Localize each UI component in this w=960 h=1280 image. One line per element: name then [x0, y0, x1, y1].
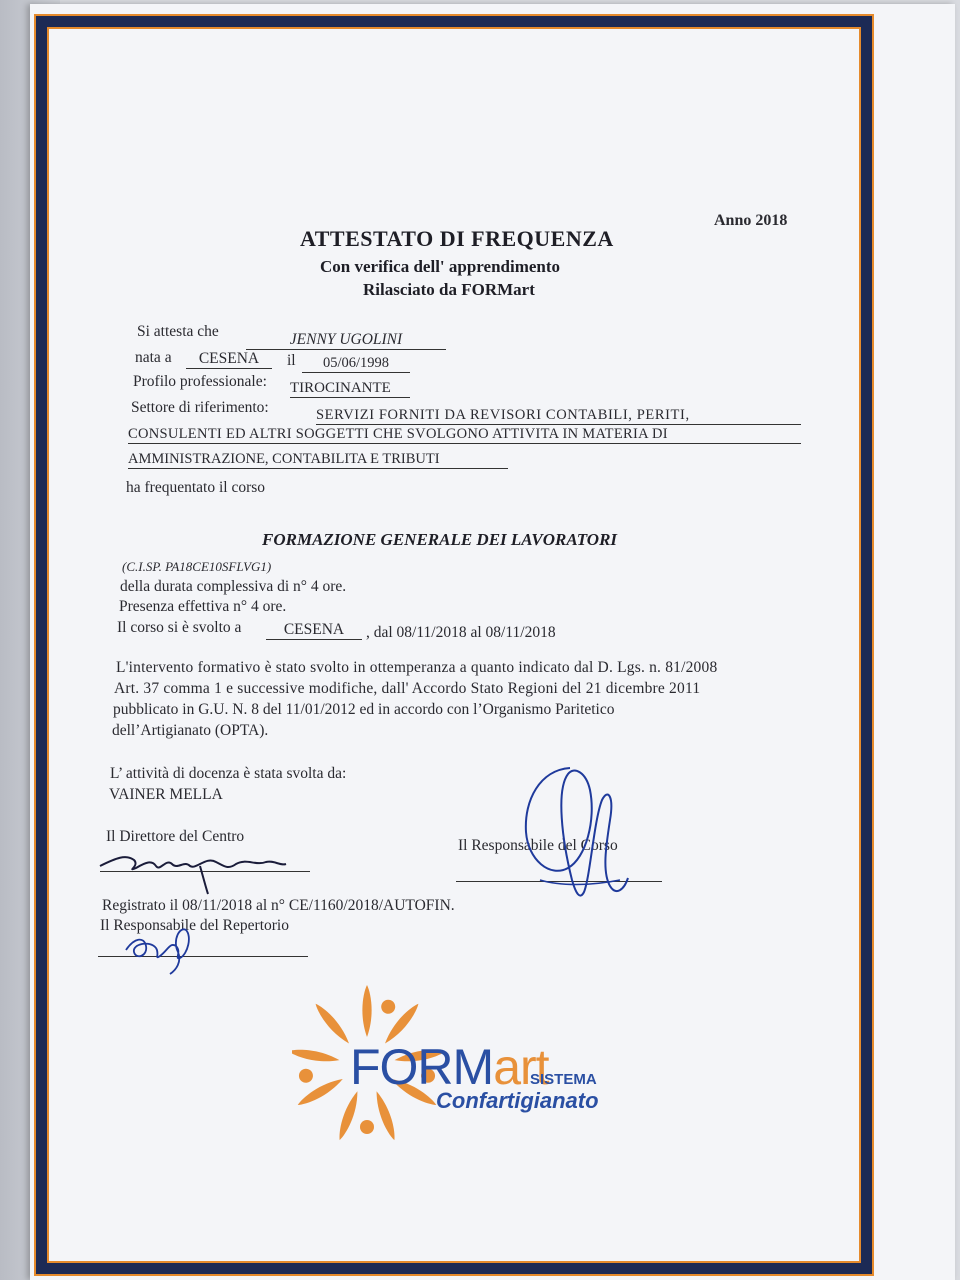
sector-line-3: AMMINISTRAZIONE, CONTABILITA E TRIBUTI	[128, 451, 508, 469]
certificate-title: ATTESTATO DI FREQUENZA	[300, 226, 614, 251]
logo-brand-art: art	[493, 1039, 549, 1095]
course-duration: della durata complessiva di n° 4 ore.	[120, 578, 347, 595]
teaching-label: L’ attività di docenza è stata svolta da:	[110, 765, 347, 782]
course-manager-signature	[510, 760, 640, 905]
profile-value: TIROCINANTE	[290, 380, 410, 398]
profile-label: Profilo professionale:	[133, 373, 267, 390]
legal-line-2: Art. 37 comma 1 e successive modifiche, dall' Accordo Stato Regioni del 21 dicembre 2011	[114, 680, 701, 697]
certificate-subtitle: Con verifica dell' apprendimento	[320, 257, 561, 276]
teacher-name: VAINER MELLA	[109, 786, 223, 803]
course-presence: Presenza effettiva n° 4 ore.	[119, 598, 287, 615]
course-place: CESENA	[266, 621, 362, 640]
course-dates: , dal 08/11/2018 al 08/11/2018	[366, 624, 556, 641]
course-name: FORMAZIONE GENERALE DEI LAVORATORI	[262, 530, 618, 549]
sector-label: Settore di riferimento:	[131, 399, 269, 416]
legal-line-1: L'intervento formativo è stato svolto in ottemperanza a quanto indicato dal D. Lgs. n. 81/2008	[116, 659, 718, 676]
course-manager-label: Il Responsabile del Corso	[458, 837, 618, 854]
birthplace: CESENA	[186, 350, 272, 369]
issuer-line: Rilasciato da FORMart	[363, 280, 535, 299]
logo-tagline: Confartigianato	[436, 1088, 599, 1113]
registration-line: Registrato il 08/11/2018 al n° CE/1160/2018/AUTOFIN.	[102, 897, 455, 914]
person-name: JENNY UGOLINI	[246, 331, 446, 350]
legal-line-4: dell’Artigianato (OPTA).	[112, 722, 269, 739]
logo-sistema: SISTEMA	[530, 1071, 597, 1088]
date-label: il	[287, 352, 296, 369]
repertory-label: Il Responsabile del Repertorio	[100, 917, 289, 934]
course-place-label: Il corso si è svolto a	[117, 619, 242, 636]
logo-brand-form: FORM	[350, 1039, 494, 1095]
born-label: nata a	[135, 349, 172, 366]
director-label: Il Direttore del Centro	[106, 828, 245, 845]
birthdate: 05/06/1998	[302, 355, 410, 373]
director-signature	[96, 836, 296, 896]
attended-label: ha frequentato il corso	[126, 479, 266, 496]
sector-line-2: CONSULENTI ED ALTRI SOGGETTI CHE SVOLGONO ATTIVITA IN MATERIA DI	[128, 426, 801, 444]
legal-line-3: pubblicato in G.U. N. 8 del 11/01/2012 ed in accordo con l’Organismo Paritetico	[113, 701, 615, 718]
year-label: Anno 2018	[714, 212, 788, 229]
sector-line-1: SERVIZI FORNITI DA REVISORI CONTABILI, PERITI,	[316, 407, 801, 425]
repertory-signature	[120, 916, 210, 976]
course-code: (C.I.SP. PA18CE10SFLVG1)	[122, 559, 272, 574]
attest-label: Si attesta che	[137, 323, 219, 340]
